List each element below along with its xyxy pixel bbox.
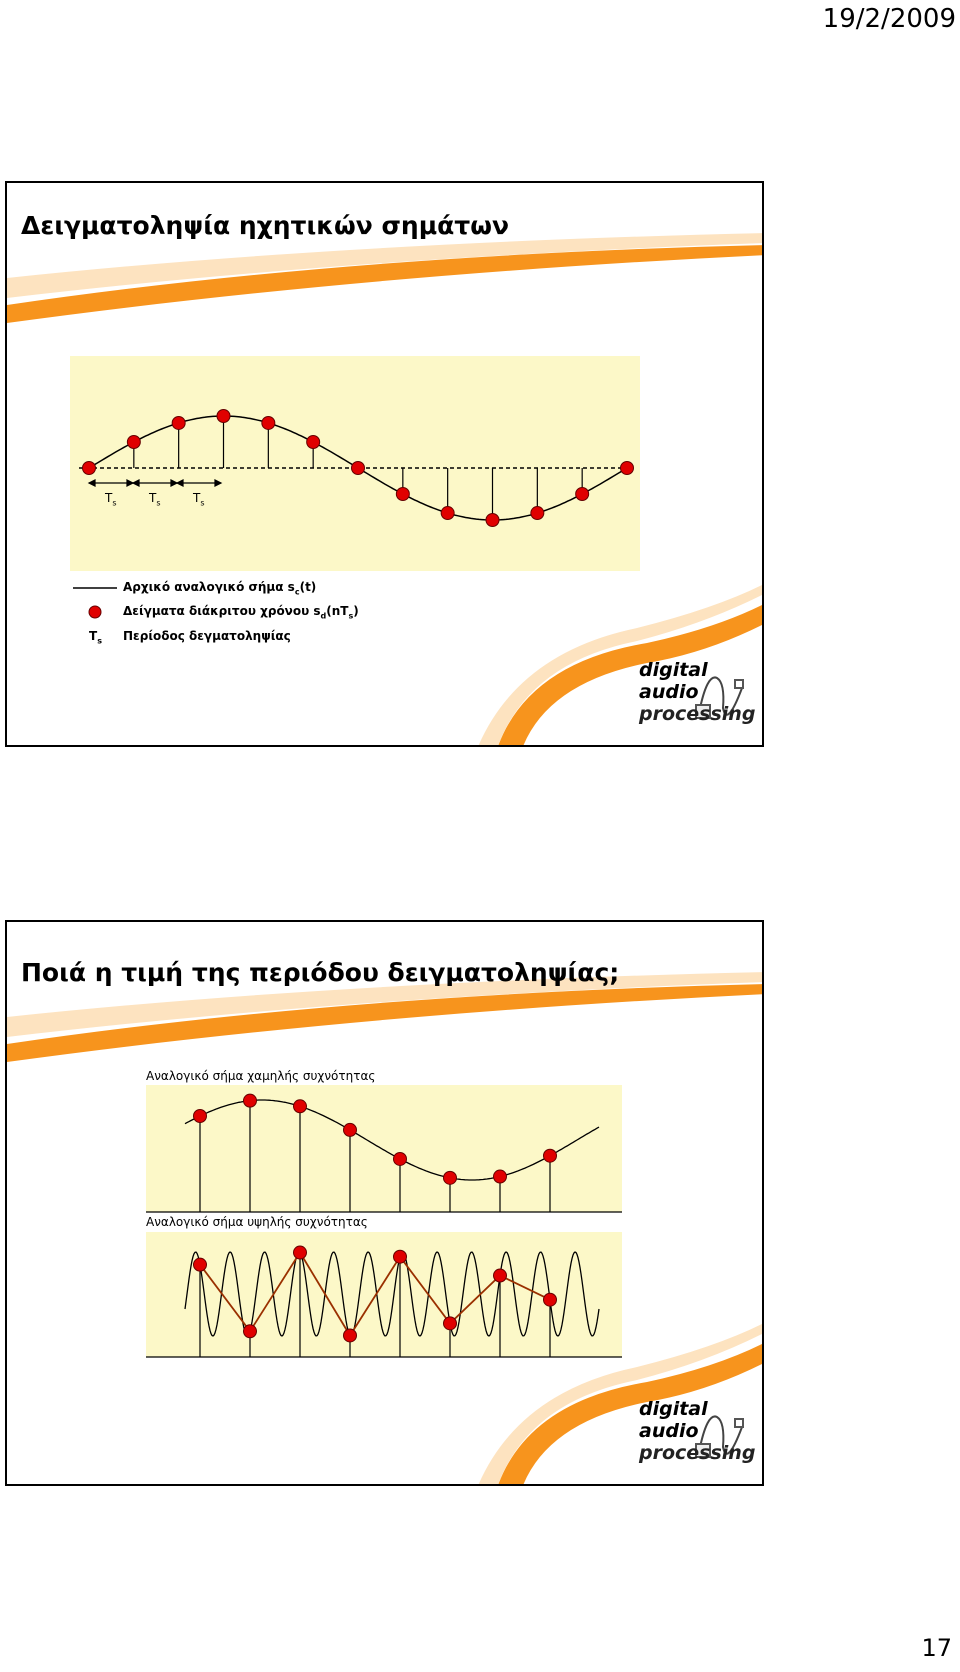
sample-dot — [441, 507, 454, 520]
logo-text: digital audio processing — [639, 1398, 756, 1464]
sample-dot — [544, 1149, 557, 1162]
sample-dot — [127, 436, 140, 449]
sample-dot — [621, 462, 634, 475]
sample-dot — [486, 514, 499, 527]
low-freq-label: Αναλογικό σήμα χαμηλής συχνότητας — [146, 1069, 376, 1083]
ts-label-2: $T_s$ — [149, 491, 161, 508]
sample-dot — [444, 1171, 457, 1184]
sample-dot — [172, 416, 185, 429]
high-freq-label: Αναλογικό σήμα υψηλής συχνότητας — [146, 1215, 368, 1229]
sample-dot — [394, 1250, 407, 1263]
sample-dot — [194, 1258, 207, 1271]
sample-dot — [444, 1317, 457, 1330]
sample-dot — [344, 1329, 357, 1342]
sample-dot — [307, 436, 320, 449]
legend-ts-symbol: $T_s$ — [89, 629, 102, 646]
sample-dot — [344, 1123, 357, 1136]
legend-period-label: Περίοδος δεγματοληψίας — [123, 629, 291, 643]
legend-analog-label: Αρχικό αναλογικό σήμα $s_c(t)$ — [123, 580, 317, 597]
sample-dot — [352, 462, 365, 475]
logo-text: digital audio processing — [639, 659, 756, 725]
sample-dot — [217, 410, 230, 423]
slide-sampling — [5, 181, 764, 747]
header-date: 19/2/2009 — [822, 4, 956, 34]
sample-dot — [244, 1094, 257, 1107]
sample-dot — [83, 462, 96, 475]
sample-dot — [396, 488, 409, 501]
sample-dot — [194, 1110, 207, 1123]
legend-samples-label: Δείγματα διάκριτου χρόνου $s_d(nT_s)$ — [123, 604, 359, 621]
sample-dot — [394, 1152, 407, 1165]
ts-label-3: $T_s$ — [193, 491, 205, 508]
sample-dot — [294, 1100, 307, 1113]
sample-dot — [544, 1293, 557, 1306]
sample-dot — [262, 416, 275, 429]
slide-sampling-period — [5, 920, 764, 1486]
sample-dot — [244, 1325, 257, 1338]
sample-dot — [494, 1170, 507, 1183]
sample-dot — [576, 488, 589, 501]
legend-dot-marker — [89, 606, 101, 618]
sample-dot — [494, 1269, 507, 1282]
ts-label-1: $T_s$ — [105, 491, 117, 508]
sample-dot — [531, 507, 544, 520]
sample-dot — [294, 1246, 307, 1259]
slide-title: Δειγματοληψία ηχητικών σημάτων — [21, 211, 510, 240]
slide-title: Ποιά η τιμή της περιόδου δειγματοληψίας; — [21, 958, 620, 987]
page-number: 17 — [921, 1634, 952, 1662]
